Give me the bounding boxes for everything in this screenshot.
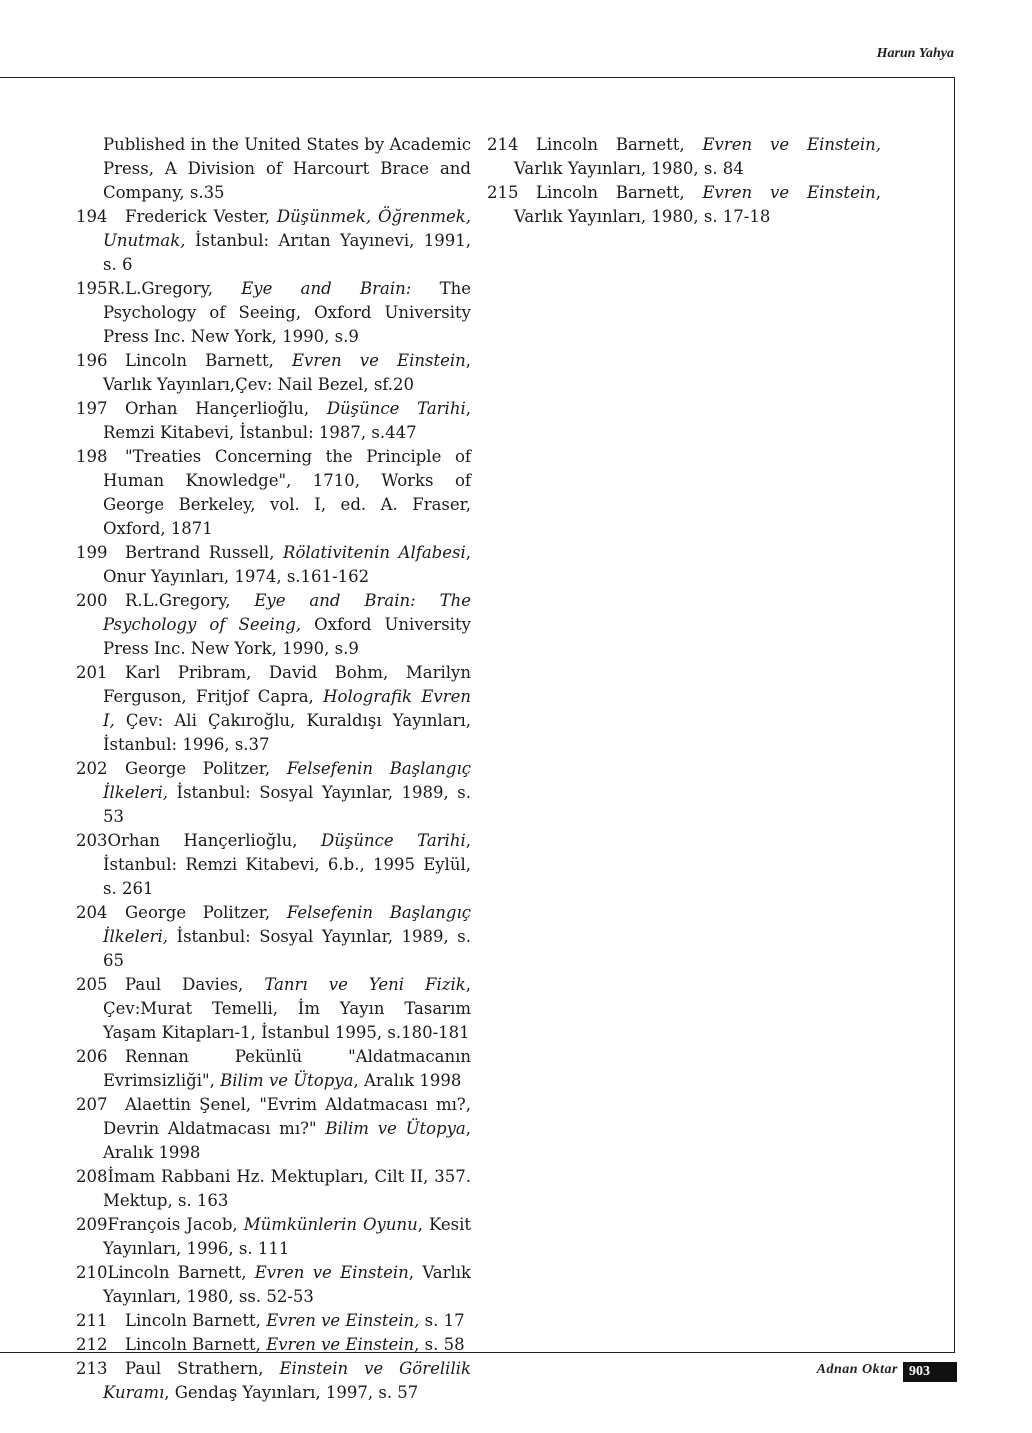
reference-title: Eye and Brain: <box>241 279 412 298</box>
reference-text: Lincoln Barnett, <box>107 1263 255 1282</box>
reference-number: 214 <box>487 135 519 154</box>
reference-text: , Çev:Murat Temelli, İm Yayın Tasarım Yaşam Kitapları-1, İstanbul 1995, s.180-181 <box>103 975 471 1042</box>
reference-number: 198 <box>76 447 108 466</box>
reference-text: , Kesit Yayınları, 1996, s. 111 <box>103 1215 471 1258</box>
reference-entry <box>76 445 471 541</box>
reference-number: 200 <box>76 591 108 610</box>
reference-entry <box>76 829 471 901</box>
reference-entry <box>76 1093 471 1165</box>
reference-text: François Jacob, <box>107 1215 244 1234</box>
reference-text: , Remzi Kitabevi, İstanbul: 1987, s.447 <box>103 399 471 442</box>
reference-entry <box>76 541 471 589</box>
reference-title: Evren ve Einstein <box>292 351 466 370</box>
reference-text: , İstanbul: Remzi Kitabevi, 6.b., 1995 Eylül, s. 261 <box>103 831 471 898</box>
reference-text: İstanbul: Sosyal Yayınlar, 1989, s. 65 <box>103 927 471 970</box>
reference-text: Lincoln Barnett, <box>536 183 703 202</box>
reference-title: Bilim ve Ütopya <box>220 1071 354 1090</box>
reference-entry <box>487 133 881 181</box>
page-number: 903 <box>903 1362 957 1382</box>
reference-text: R.L.Gregory, <box>125 591 255 610</box>
reference-text: George Politzer, <box>125 903 287 922</box>
reference-text: , Aralık 1998 <box>353 1071 462 1090</box>
reference-entry <box>76 1333 471 1357</box>
reference-entry <box>76 1357 471 1405</box>
reference-entry <box>76 349 471 397</box>
reference-text: Frederick Vester, <box>125 207 277 226</box>
reference-text: Çev: Ali Çakıroğlu, Kuraldışı Yayınları, İstanbul: 1996, s.37 <box>103 711 471 754</box>
reference-number: 208 <box>76 1167 108 1186</box>
reference-entry <box>76 589 471 661</box>
reference-text: Varlık Yayınları, 1980, s. 84 <box>514 159 744 178</box>
reference-text: Paul Davies, <box>125 975 265 994</box>
reference-number: 201 <box>76 663 108 682</box>
reference-text: Lincoln Barnett, <box>125 1311 267 1330</box>
reference-text: Bertrand Russell, <box>125 543 284 562</box>
reference-text: Rennan Pekünlü "Aldatmacanın Evrimsizliği", <box>103 1047 471 1090</box>
reference-text: s. 17 <box>419 1311 465 1330</box>
reference-entry <box>76 133 471 205</box>
reference-title: Rölativitenin Alfabesi <box>283 543 466 562</box>
reference-text: Oxford University Press Inc. New York, 1990, s.9 <box>103 615 471 658</box>
reference-number: 213 <box>76 1359 108 1378</box>
reference-entry <box>76 757 471 829</box>
reference-entry <box>76 1213 471 1261</box>
reference-title: Tanrı ve Yeni Fizik <box>264 975 466 994</box>
reference-number: 210 <box>76 1263 108 1282</box>
reference-text: Orhan Hançerlioğlu, <box>107 831 321 850</box>
reference-title: Holografik Evren I, <box>103 687 471 730</box>
reference-text: , Varlık Yayınları,Çev: Nail Bezel, sf.20 <box>103 351 471 394</box>
reference-entry <box>76 661 471 757</box>
reference-text: Lincoln Barnett, <box>536 135 703 154</box>
reference-entry <box>76 205 471 277</box>
reference-text: İstanbul: Sosyal Yayınlar, 1989, s. 53 <box>103 783 471 826</box>
reference-number: 211 <box>76 1311 108 1330</box>
reference-entry <box>76 1261 471 1309</box>
reference-entry <box>76 277 471 349</box>
reference-text: İmam Rabbani Hz. Mektupları, Cilt II, 357. Mektup, s. 163 <box>103 1167 471 1210</box>
reference-entry <box>76 901 471 973</box>
reference-text: George Politzer, <box>125 759 287 778</box>
reference-entry <box>76 973 471 1045</box>
reference-number: 204 <box>76 903 108 922</box>
reference-number: 202 <box>76 759 108 778</box>
reference-text: , Aralık 1998 <box>103 1119 472 1162</box>
reference-text: Lincoln Barnett, <box>125 351 292 370</box>
reference-number: 209 <box>76 1215 108 1234</box>
reference-text: İstanbul: Arıtan Yayınevi, 1991, s. 6 <box>103 231 471 274</box>
reference-text: Alaettin Şenel, "Evrim Aldatmacası mı?, Devrin Aldatmacası mı?" <box>103 1095 471 1138</box>
reference-text: Paul Strathern, <box>125 1359 280 1378</box>
reference-text: , Varlık Yayınları, 1980, ss. 52-53 <box>103 1263 472 1306</box>
reference-text: The Psychology of Seeing, Oxford University Press Inc. New York, 1990, s.9 <box>103 279 471 346</box>
reference-entry <box>76 1165 471 1213</box>
reference-title: Einstein ve Görelilik Kuramı <box>103 1359 472 1402</box>
reference-title: Evren ve Einstein, <box>702 135 881 154</box>
reference-title: Evren ve Einstein, <box>266 1311 420 1330</box>
running-footer-author: Adnan Oktar <box>816 1362 898 1377</box>
reference-text: Published in the United States by Academic Press, A Division of Harcourt Brace and Company, s.35 <box>103 135 471 202</box>
references-column-right <box>487 133 881 229</box>
reference-number: 199 <box>76 543 108 562</box>
reference-number: 196 <box>76 351 108 370</box>
reference-title: Düşünmek, Öğrenmek, Unutmak, <box>103 207 471 250</box>
reference-entry <box>76 397 471 445</box>
reference-title: Mümkünlerin Oyunu <box>243 1215 418 1234</box>
reference-number: 197 <box>76 399 108 418</box>
reference-title: Eye and Brain: The Psychology of Seeing, <box>103 591 471 634</box>
reference-title: Evren ve Einstein <box>266 1335 415 1354</box>
running-header-author: Harun Yahya <box>876 46 954 61</box>
reference-entry <box>76 1309 471 1333</box>
reference-number: 205 <box>76 975 108 994</box>
reference-text: "Treaties Concerning the Principle of Human Knowledge", 1710, Works of George Berkeley, vol. I, ed. A. Fraser, Oxford, 1871 <box>103 447 471 538</box>
reference-entry <box>487 181 881 229</box>
reference-title: Felsefenin Başlangıç İlkeleri, <box>103 903 471 946</box>
reference-title: Düşünce Tarihi <box>321 831 466 850</box>
reference-title: Felsefenin Başlangıç İlkeleri, <box>103 759 471 802</box>
references-column-left <box>76 133 471 1405</box>
reference-number: 215 <box>487 183 519 202</box>
reference-title: Bilim ve Ütopya <box>325 1119 466 1138</box>
reference-text: , Onur Yayınları, 1974, s.161-162 <box>103 543 471 586</box>
reference-number: 207 <box>76 1095 108 1114</box>
reference-text: , s. 58 <box>414 1335 465 1354</box>
reference-title: Evren ve Einstein <box>254 1263 409 1282</box>
reference-text: Orhan Hançerlioğlu, <box>125 399 327 418</box>
reference-number: 203 <box>76 831 108 850</box>
reference-title: Evren ve Einstein <box>702 183 876 202</box>
reference-text: Karl Pribram, David Bohm, Marilyn Ferguson, Fritjof Capra, <box>103 663 471 706</box>
reference-entry <box>76 1045 471 1093</box>
reference-text: Lincoln Barnett, <box>125 1335 267 1354</box>
reference-number: 212 <box>76 1335 108 1354</box>
reference-number: 195 <box>76 279 108 298</box>
reference-number: 194 <box>76 207 108 226</box>
reference-title: Düşünce Tarihi <box>326 399 466 418</box>
reference-text: , Varlık Yayınları, 1980, s. 17-18 <box>514 183 881 226</box>
reference-number: 206 <box>76 1047 108 1066</box>
reference-text: R.L.Gregory, <box>107 279 242 298</box>
reference-text: , Gendaş Yayınları, 1997, s. 57 <box>164 1383 419 1402</box>
